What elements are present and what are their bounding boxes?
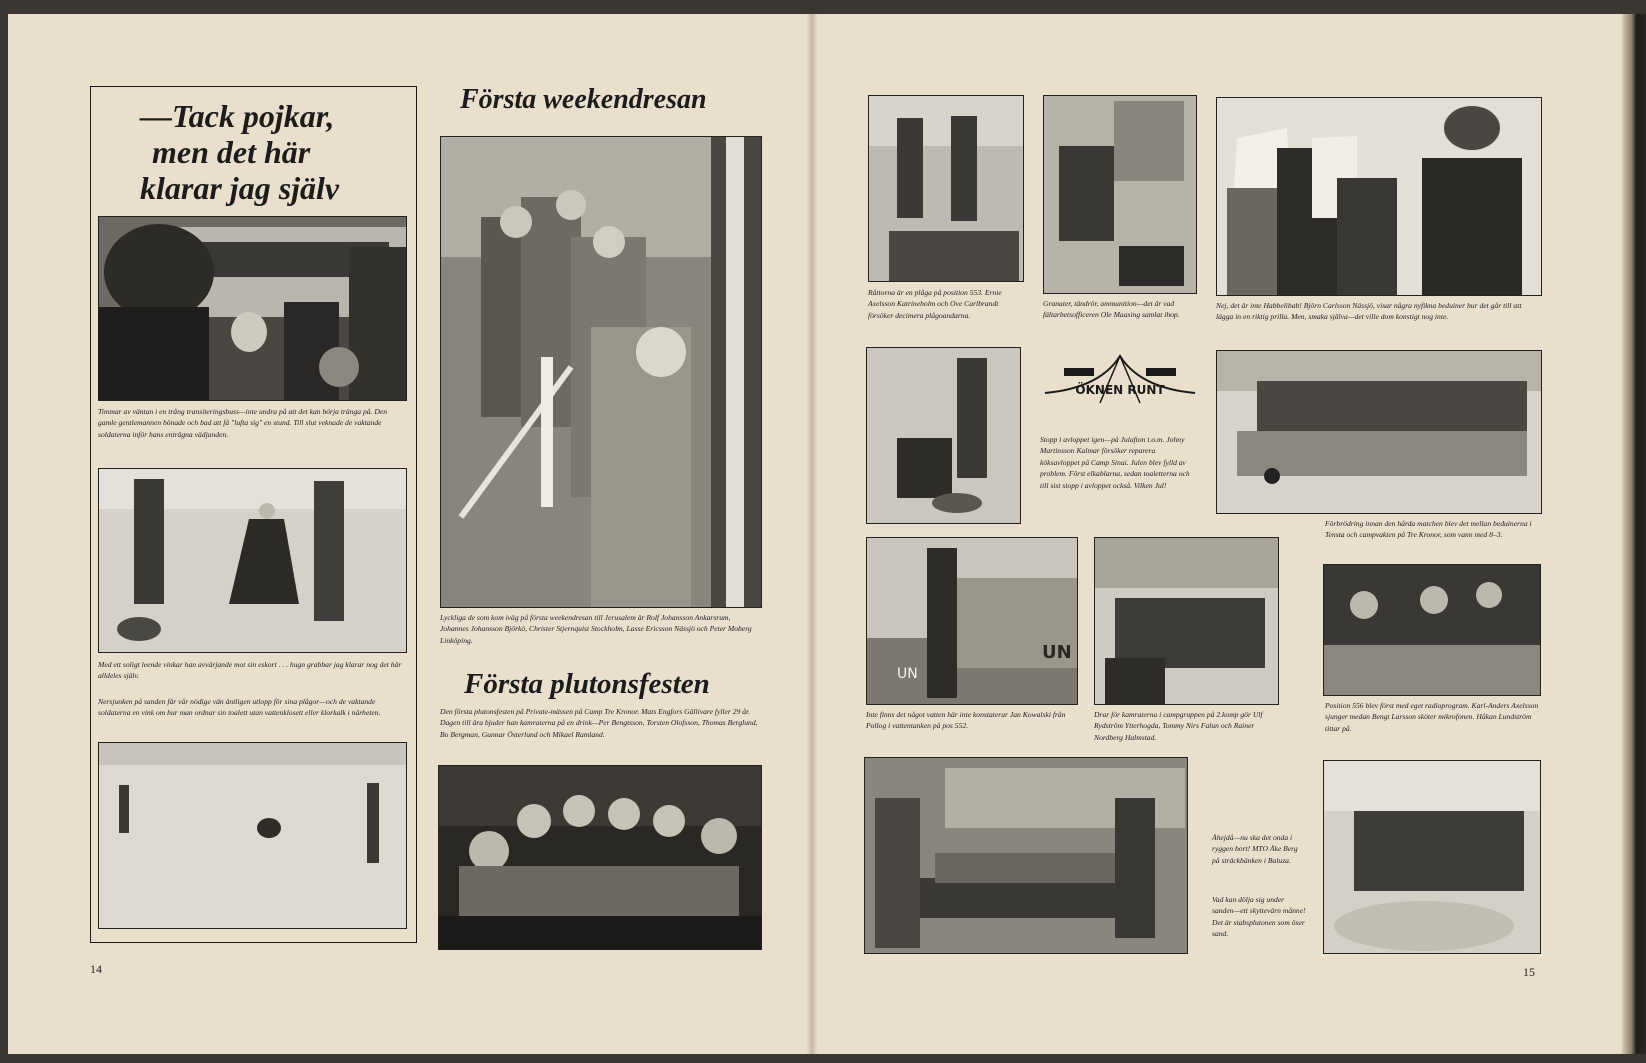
caption-radio: Position 556 blev först med eget radioprogram. Karl-Anders Axelsson sjunger medan Bengt Larsson sköter mikrofonen. Håkan Lundström tittar på.	[1325, 701, 1539, 733]
photo-stretch-bench	[864, 757, 1188, 954]
vehicle-marking: UN	[897, 666, 918, 682]
photo-weekend-trip	[440, 136, 762, 608]
caption-football: Förbrödring innan den hårda matchen blev det mellan beduinerna i Tensta och campvakten på Tre Kronor, som vann med 8–3.	[1325, 519, 1532, 540]
caption-sand: Vad kan dölja sig under sanden—ett skyttevärn månne! Det är stabsplutonen som öser sand.	[1212, 895, 1306, 939]
photo-water-tank	[866, 537, 1078, 705]
book-spine	[806, 14, 818, 1054]
box-title-line: men det här	[152, 134, 311, 170]
caption-bus: Timmar av väntan i en trång transiteringsbuss—inte undra på att det kan börja tränga på. Den gamle gentlemannen bönade och bad att få "lufta sig" en stund. Till slut veknade de vaktande soldaterna inför hans enträgna vädjanden.	[98, 407, 387, 439]
caption-rats: Råttorna är en plåga på position 553. Ernie Axelsson Katrineholm och Ove Carlbrandt försöker decimera plågoandarna.	[868, 288, 1002, 320]
photo-rats	[868, 95, 1024, 282]
caption-weekend: Lyckliga de som kom iväg på första weekendresan till Jerusalem är Rolf Johansson Ankarsrum, Johannes Johansson Björkö, Christer Stjernquist Stockholm, Lasse Ericsson Nässjö och Peter Moberg Linköping.	[440, 613, 752, 645]
photo-platoon-party	[438, 765, 762, 950]
photo-radio-program	[1323, 564, 1541, 696]
page-number-left: 14	[90, 962, 102, 976]
page-number-right: 15	[1523, 965, 1535, 979]
caption-goodbye: Åhejdå—nu ska det onda i ryggen bort! MTO Åke Berg på sträckbänken i Baluza.	[1212, 833, 1298, 865]
caption-escort-1: Med ett soligt leende vinkar han avvärjande mot sin eskort . . . hugn grabbar jag klarar nog det här alldeles själv.	[98, 660, 402, 681]
photo-desert-escort	[98, 468, 407, 653]
caption-habbelibab: Nej, det är inte Habbelibab! Björn Carlsson Nässjö, visar några nyfikna beduiner hur det går till att lägga in en riktig prilla. Men, smaka själva—det ville dom konstigt nog inte.	[1216, 301, 1522, 322]
caption-party: Den första plutonsfesten på Private-mässen på Camp Tre Kronor. Mats Engfors Gällivare fyller 29 år. Dagen till ära bjuder han kamraterna på en drink—Per Bengtsson, Torsten Olofsson, Thomas Berglund, Bo Bergman, Gunnar Österlund och Mikael Ramland.	[440, 707, 758, 739]
photo-desert-dunes	[98, 742, 407, 929]
box-title-line: —Tack pojkar,	[140, 98, 335, 134]
caption-drain: Stopp i avloppet igen—på Julafton t.o.m. Johny Martinsson Kalmar försöker reparera köksavloppet på Camp Sinai. Julen blev fylld av problem. Först elkablarna, sedan toaletterna och till sist stopp i avloppet också. Vilken Jul!	[1040, 435, 1190, 490]
photo-bus-soldiers	[98, 216, 407, 401]
box-title	[140, 98, 380, 206]
headline-party: Första plutonsfesten	[464, 668, 710, 700]
logo-text: ÖKNEN RUNT	[1075, 383, 1165, 397]
photo-digging-sand	[1323, 760, 1541, 954]
box-title-line: klarar jag själv	[140, 170, 340, 206]
photo-grenades	[1043, 95, 1197, 294]
photo-habbelibab	[1216, 97, 1542, 296]
caption-water: Inte finns det något vatten här inte konstaterar Jan Kowalski från Pollog i vattentanken på pos 552.	[866, 710, 1066, 731]
okken-runt-logo	[1040, 348, 1200, 418]
photo-football-teams	[1216, 350, 1542, 514]
book-cover-edge	[1622, 14, 1646, 1054]
photo-drain	[866, 347, 1021, 524]
caption-escort-2: Nersjunken på sanden får vår nödige vän äntligen utlopp för sina plågor—och de vaktande soldaterna en vink om hur man ordnar sin toalett utan vattenklosett eller klorkalk i närheten.	[98, 697, 381, 718]
photo-tug-of-war	[1094, 537, 1279, 705]
headline-weekend: Första weekendresan	[460, 84, 707, 115]
vehicle-marking: UN	[1042, 642, 1072, 663]
caption-tug: Drar för kamraterna i campgruppen på 2.komp gör Ulf Rydström Ytterhogda, Tommy Nirs Falun och Rainer Nordberg Halmstad.	[1094, 710, 1263, 742]
caption-grenades: Granater, tändrör, ammunition—det är vad fältarbetsofficeren Ole Maasing samlat ihop.	[1043, 299, 1180, 320]
